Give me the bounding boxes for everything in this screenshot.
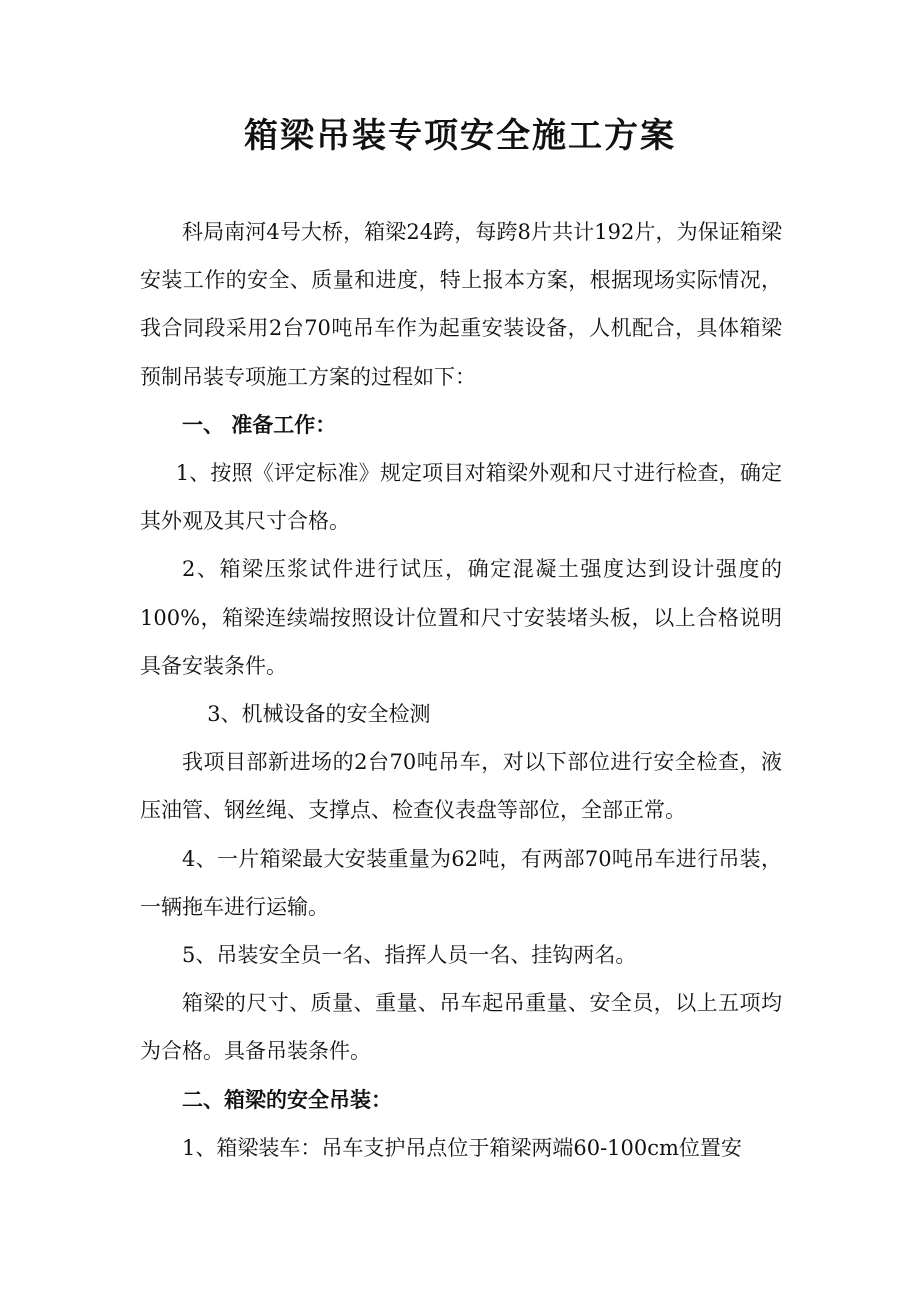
section1-heading: 一、 准备工作： bbox=[182, 411, 337, 437]
document-body bbox=[140, 208, 782, 1172]
item3-heading: 3、机械设备的安全检测 bbox=[207, 702, 431, 727]
summary-paragraph: 箱梁的尺寸、质量、重量、吊车起吊重量、安全员，以上五项均为合格。具备吊装条件。 bbox=[140, 991, 782, 1064]
item5-paragraph: 5、吊装安全员一名、指挥人员一名、挂钩两名。 bbox=[182, 943, 637, 968]
item1-paragraph: 1、按照《评定标准》规定项目对箱梁外观和尺寸进行检查，确定其外观及其尺寸合格。 bbox=[140, 461, 782, 534]
document-title: 箱梁吊装专项安全施工方案 bbox=[244, 116, 676, 156]
item3-paragraph: 我项目部新进场的2台70吨吊车，对以下部位进行安全检查，液压油管、钢丝绳、支撑点、检查仪表盘等部位，全部正常。 bbox=[140, 750, 782, 823]
section2-heading: 二、箱梁的安全吊装： bbox=[182, 1086, 392, 1112]
intro-paragraph: 科局南河4号大桥，箱梁24跨，每跨8片共计192片，为保证箱梁安装工作的安全、质量和进度，特上报本方案，根据现场实际情况，我合同段采用2台70吨吊车作为起重安装设备，人机配合，具体箱梁预制吊装专项施工方案的过程如下： bbox=[140, 220, 782, 389]
item4-paragraph: 4、一片箱梁最大安装重量为62吨，有两部70吨吊车进行吊装，一辆拖车进行运输。 bbox=[140, 846, 782, 919]
item2-paragraph: 2、箱梁压浆试件进行试压，确定混凝土强度达到设计强度的100%，箱梁连续端按照设计位置和尺寸安装堵头板，以上合格说明具备安装条件。 bbox=[140, 557, 782, 678]
section2-item1-paragraph: 1、箱梁装车：吊车支护吊点位于箱梁两端60-100cm位置安 bbox=[182, 1135, 742, 1160]
